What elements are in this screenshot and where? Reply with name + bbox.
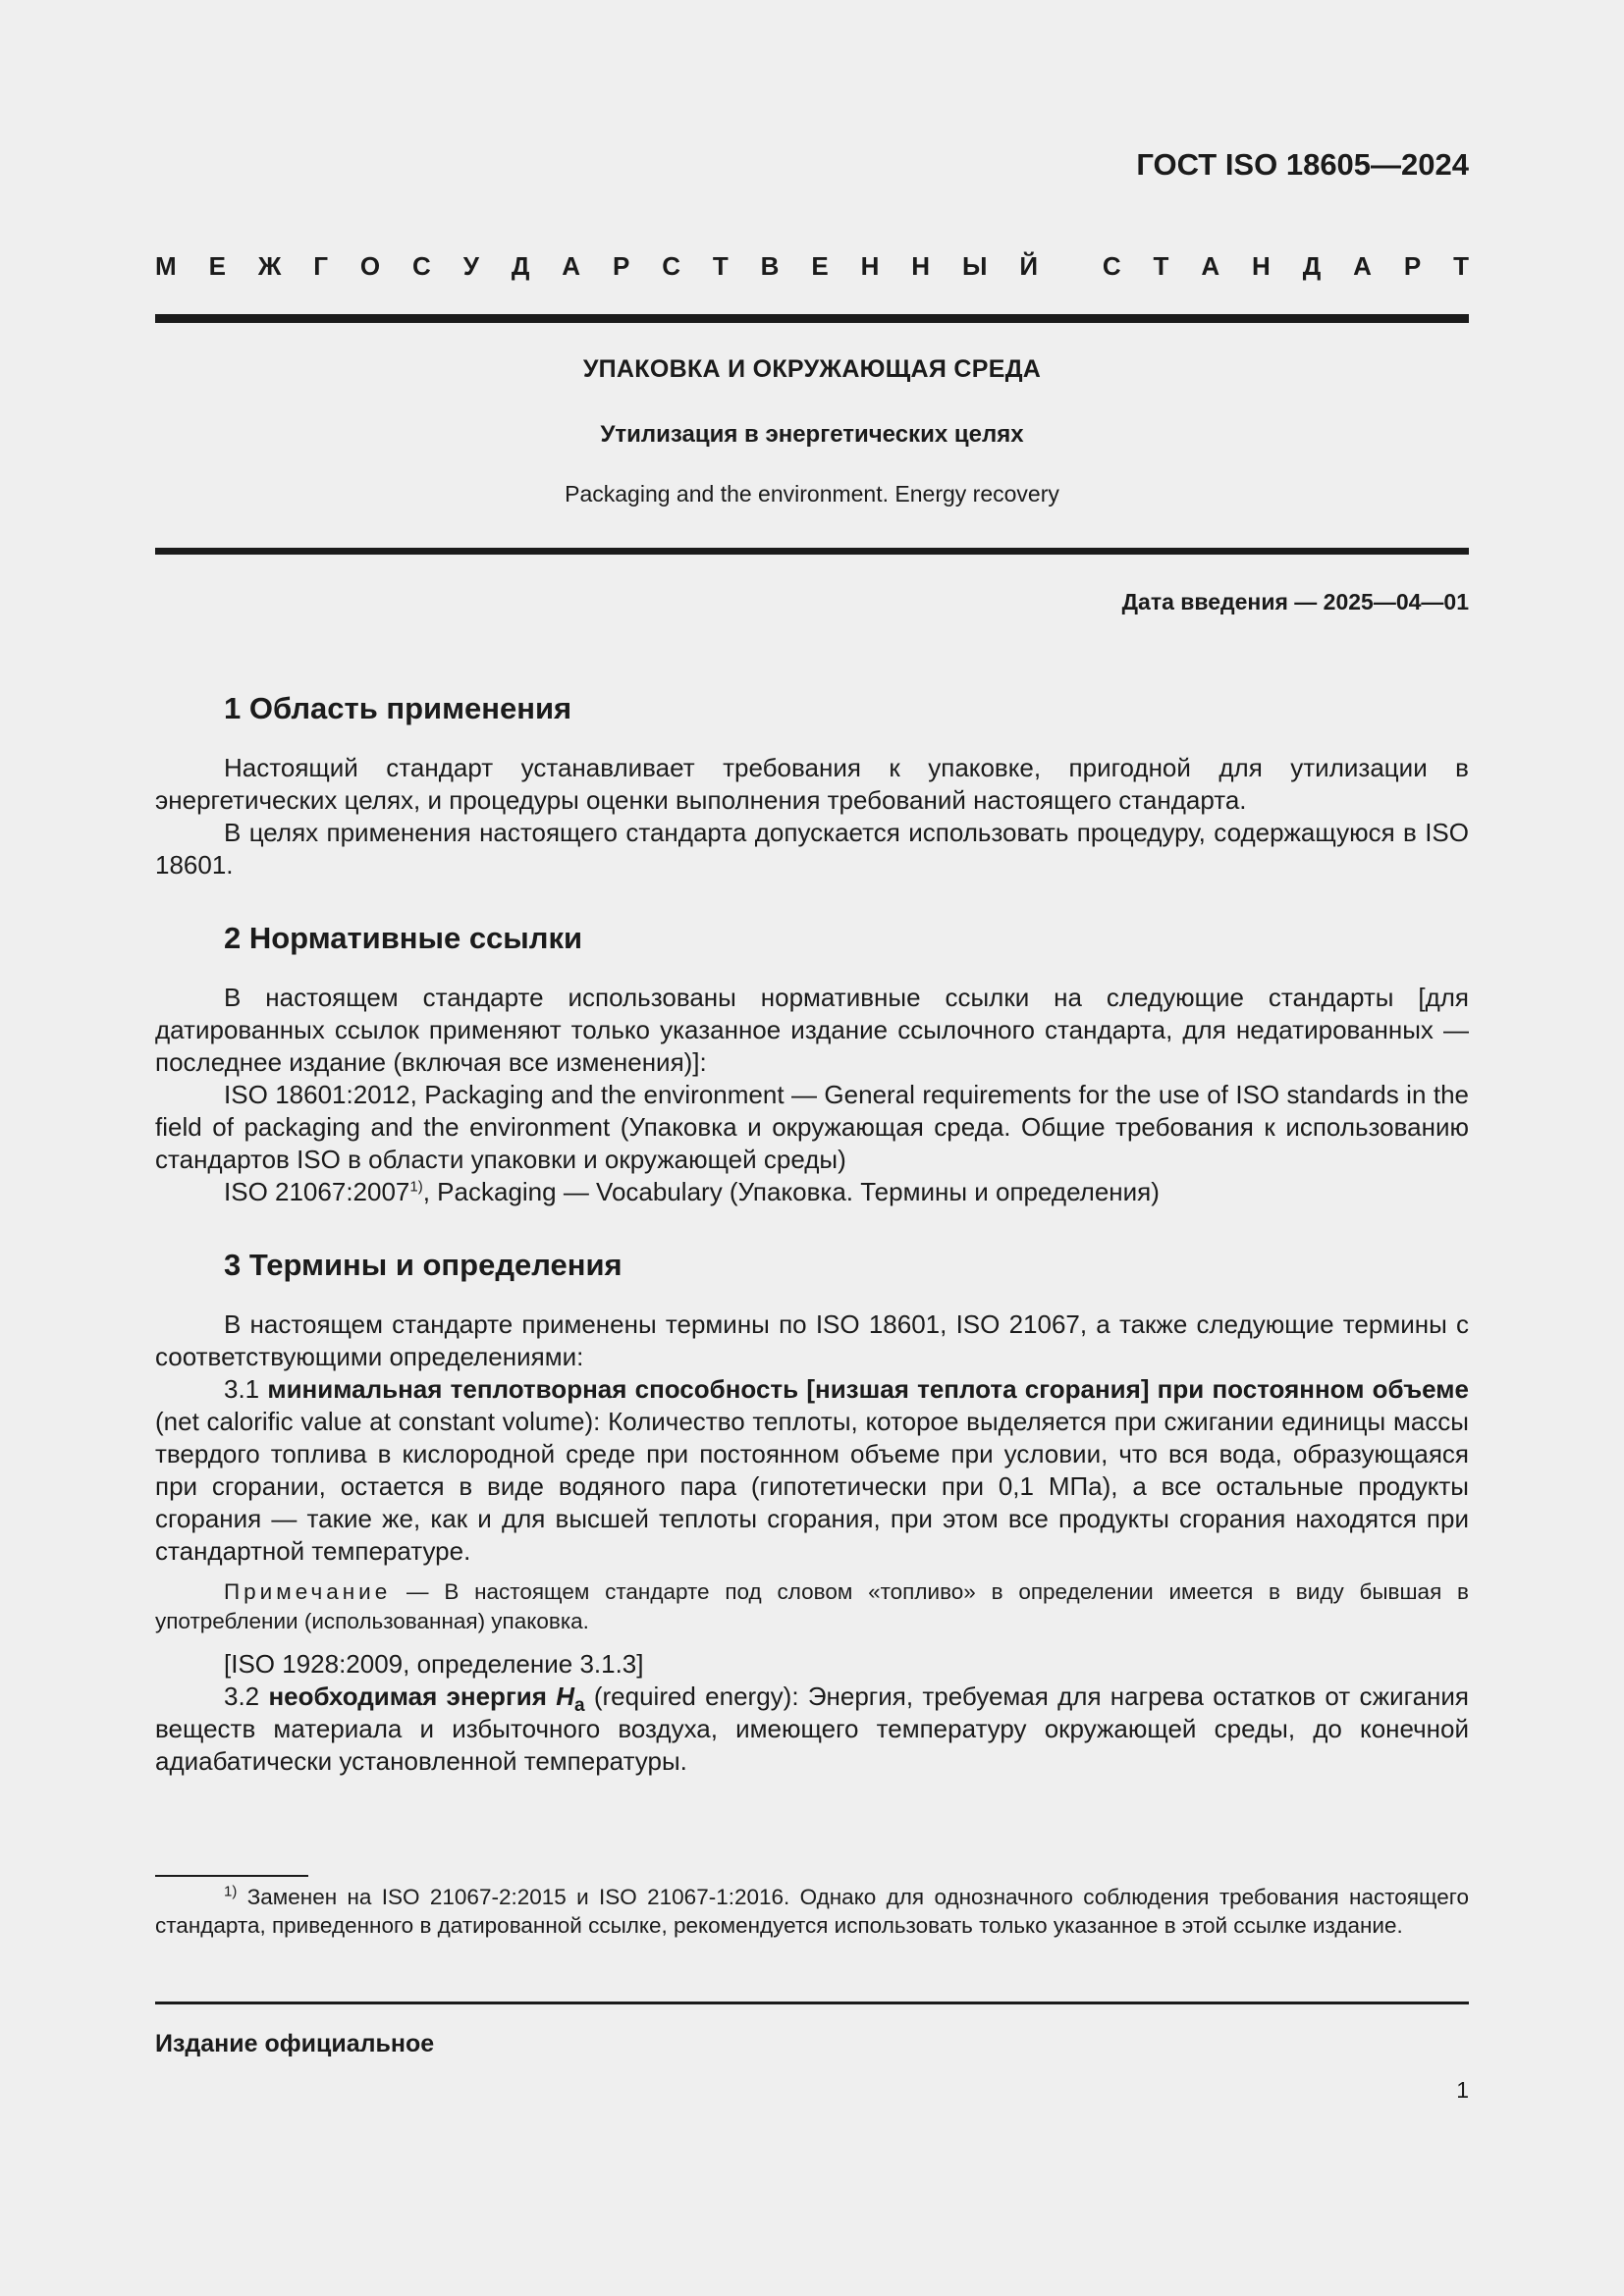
term-symbol-subscript: a — [573, 1695, 585, 1717]
reference-item: ISO 18601:2012, Packaging and the environment — General requirements for the use of ISO standards in the field of packaging and the environment (Упаковка и окружающая среда. Общие требования к использованию стандартов ISO в области упаковки и окружающей среды) — [155, 1080, 1469, 1174]
banner-letter: Ж — [257, 251, 282, 281]
definition-source: [ISO 1928:2009, определение 3.1.3] — [224, 1649, 644, 1679]
reference-item — [155, 1176, 1469, 1208]
footnote-ref: 1) — [409, 1178, 423, 1196]
banner-letter: Г — [313, 251, 328, 281]
document-title: УПАКОВКА И ОКРУЖАЮЩАЯ СРЕДА — [582, 355, 1042, 383]
banner-letter: Ы — [961, 251, 988, 281]
banner-letter: С — [662, 251, 680, 281]
banner-letter: Т — [1153, 251, 1169, 281]
introduction-date: Дата введения — 2025—04—01 — [1121, 589, 1469, 614]
section-heading-scope: 1 Область применения — [224, 691, 572, 725]
banner-letter: А — [1201, 251, 1220, 281]
note-label: Примечание — [224, 1579, 392, 1604]
document-subtitle: Утилизация в энергетических целях — [600, 421, 1024, 448]
term-name: необходимая энергия — [268, 1682, 557, 1711]
banner-letter: Т — [1453, 251, 1469, 281]
interstate-standard-banner — [155, 251, 1469, 282]
term-name: минимальная теплотворная способность [низшая теплота сгорания] при постоянном объеме — [267, 1374, 1469, 1404]
document-body — [155, 689, 1469, 1778]
banner-letter: Е — [811, 251, 829, 281]
spacer — [155, 1208, 1469, 1246]
reference-title: , Packaging — Vocabulary (Упаковка. Термины и определения) — [422, 1177, 1160, 1206]
document-title-english: Packaging and the environment. Energy recovery — [565, 481, 1059, 507]
banner-letter: О — [359, 251, 381, 281]
banner-letter: М — [155, 251, 177, 281]
title-divider — [155, 548, 1469, 555]
reference-code: ISO 21067:2007 — [224, 1177, 410, 1206]
footer-divider — [155, 2002, 1469, 2004]
term-symbol: H — [556, 1682, 574, 1711]
term-number: 3.1 — [224, 1374, 268, 1404]
paragraph: В настоящем стандарте использованы нормативные ссылки на следующие стандарты [для датированных ссылок применяют только указанное издание ссылочного стандарта, для недатированных — последнее издание (включая все изменения)]: — [155, 983, 1469, 1077]
footnote-separator — [155, 1875, 308, 1877]
header-divider-thick — [155, 314, 1469, 323]
banner-letter: А — [1353, 251, 1372, 281]
paragraph: Настоящий стандарт устанавливает требования к упаковке, пригодной для утилизации в энергетических целях, и процедуры оценки выполнения требований настоящего стандарта. — [155, 753, 1469, 815]
term-definition — [155, 1373, 1469, 1568]
note — [155, 1577, 1469, 1636]
footnote-marker: 1) — [224, 1883, 238, 1900]
banner-letter: С — [412, 251, 431, 281]
banner-letter: Т — [712, 251, 729, 281]
banner-letter: Д — [1302, 251, 1322, 281]
edition-label: Издание официальное — [155, 2030, 435, 2057]
term-text: (required energy): Энергия, требуемая для нагрева остатков от сжигания веществ материала и избыточного воздуха, имеющего температуру окружающей среды, до конечной адиабатически установленной температуры. — [155, 1682, 1469, 1776]
banner-letter: Д — [511, 251, 530, 281]
banner-letter: У — [462, 251, 479, 281]
banner-letter: Р — [612, 251, 630, 281]
term-number: 3.2 — [224, 1682, 269, 1711]
banner-letter: В — [760, 251, 780, 281]
footnote-text: Заменен на ISO 21067-2:2015 и ISO 21067-1:2016. Однако для однозначного соблюдения требования настоящего стандарта, приведенного в датированной ссылке, рекомендуется использовать только указанное в этой ссылке издание. — [155, 1885, 1469, 1938]
banner-letter: Н — [1252, 251, 1271, 281]
banner-letter: Н — [911, 251, 931, 281]
spacer — [155, 881, 1469, 919]
banner-letter: Е — [208, 251, 226, 281]
section-heading-normative-references: 2 Нормативные ссылки — [224, 921, 583, 955]
paragraph: В настоящем стандарте применены термины по ISO 18601, ISO 21067, а также следующие термины с соответствующими определениями: — [155, 1309, 1469, 1371]
banner-letter: Р — [1403, 251, 1422, 281]
banner-letter: Н — [860, 251, 880, 281]
banner-letter: С — [1102, 251, 1121, 281]
term-text: (net calorific value at constant volume): Количество теплоты, которое выделяется при сжигании единицы массы твердого топлива в кислородной среде при постоянном объеме при условии, что вся вода, образующаяся при сгорании, остается в виде водяного пара (гипотетически при 0,1 МПа), а все остальные продукты сгорания — такие же, как и для высшей теплоты сгорания, при этом все продукты сгорания находятся при стандартной температуре. — [155, 1407, 1469, 1566]
banner-letter: Й — [1019, 251, 1039, 281]
document-code: ГОСТ ISO 18605—2024 — [1136, 147, 1469, 182]
page-number: 1 — [1456, 2077, 1469, 2103]
note-text: — В настоящем стандарте под словом «топливо» в определении имеется в виду бывшая в употреблении (использованная) упаковка. — [155, 1579, 1469, 1633]
term-definition — [155, 1681, 1469, 1778]
footnote — [155, 1883, 1469, 1940]
section-heading-terms: 3 Термины и определения — [224, 1248, 623, 1282]
banner-letter: А — [562, 251, 581, 281]
paragraph: В целях применения настоящего стандарта допускается использовать процедуру, содержащуюся в ISO 18601. — [155, 818, 1469, 880]
